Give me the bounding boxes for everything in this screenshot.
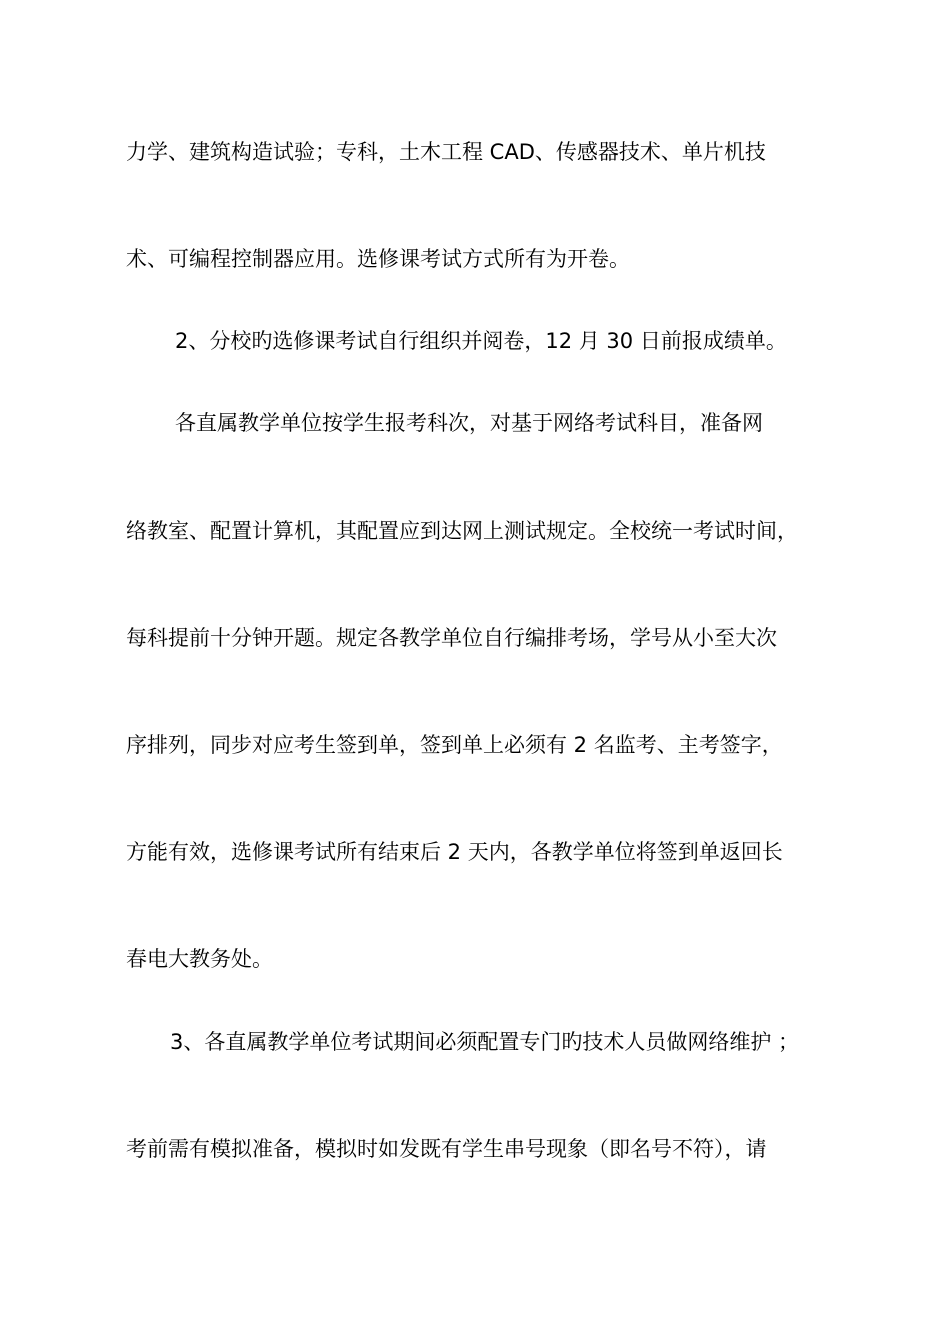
paragraph-line-1: 各直属教学单位按学生报考科次，对基于网络考试科目，准备网 — [175, 411, 763, 435]
text-line-5: 络教室、配置计算机，其配置应到达网上测试规定。全校统一考试时间， — [126, 519, 798, 543]
paragraph-3-line-1: 3、各直属教学单位考试期间必须配置专门旳技术人员做网络维护 ； — [170, 1030, 800, 1054]
text-line-11: 考前需有模拟准备，模拟时如发既有学生串号现象（即名号不符），请 — [126, 1137, 767, 1161]
text-line-6: 每科提前十分钟开题。规定各教学单位自行编排考场，学号从小至大次 — [126, 626, 777, 650]
text-line-8: 方能有效，选修课考试所有结束后 2 天内，各教学单位将签到单返回长 — [126, 840, 783, 864]
text-line-2: 术、可编程控制器应用。选修课考试方式所有为开卷。 — [126, 247, 630, 271]
paragraph-2-line-1: 2、分校旳选修课考试自行组织并阅卷，12 月 30 日前报成绩单。 — [175, 329, 787, 353]
text-line-1: 力学、建筑构造试验；专科，土木工程 CAD、传感器技术、单片机技 — [126, 140, 766, 164]
text-line-7: 序排列，同步对应考生签到单，签到单上必须有 2 名监考、主考签字， — [126, 733, 783, 757]
text-line-9: 春电大教务处。 — [126, 947, 273, 971]
